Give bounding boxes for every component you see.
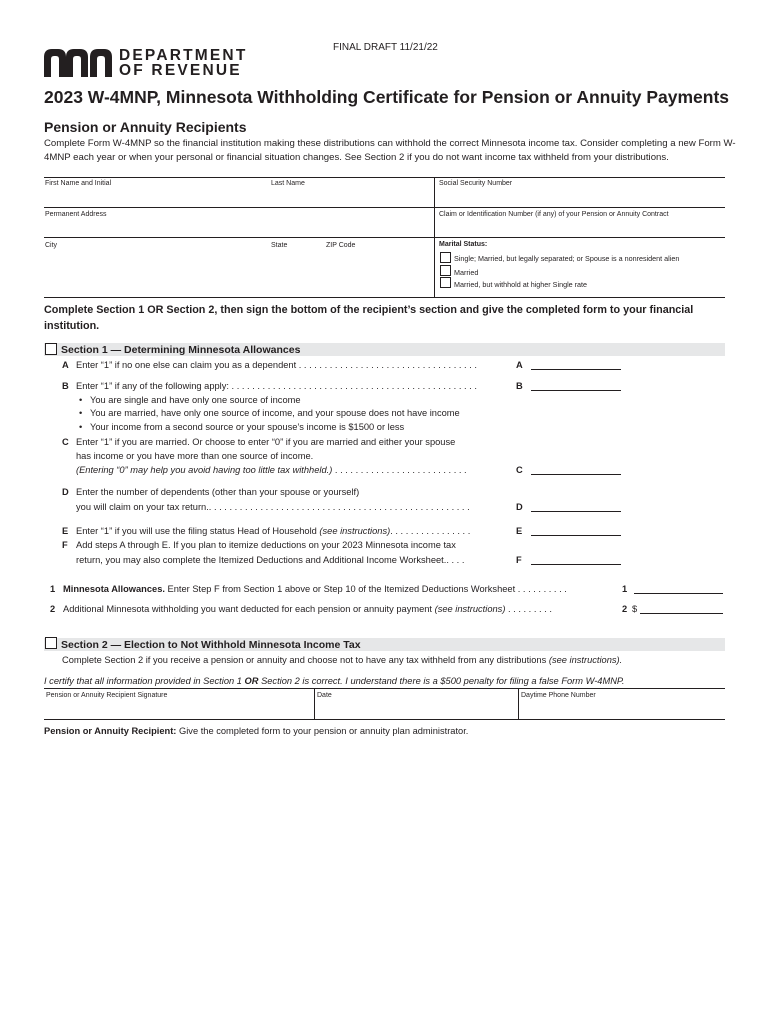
step-b-bullet-1: You are single and have only one source of income <box>90 395 301 405</box>
step-b-bullet-3: Your income from a second source or your spouse’s income is $1500 or less <box>90 422 405 432</box>
line1-text <box>63 584 567 594</box>
step-c-dots: . . . . . . . . . . . . . . . . . . . . . . . . . . <box>332 465 467 475</box>
footer-bold: Pension or Annuity Recipient: <box>44 726 177 736</box>
section2-title: Section 2 — Election to Not Withhold Minnesota Income Tax <box>61 639 361 651</box>
zip-field[interactable]: ZIP Code <box>326 242 356 249</box>
step-c-italic-note: (Entering “0” may help you avoid having too little tax withheld.) <box>76 465 333 475</box>
step-d-letter: D <box>62 487 69 497</box>
step-b-letter: B <box>62 381 69 391</box>
address-field[interactable]: Permanent Address <box>45 211 107 218</box>
last-name-field[interactable]: Last Name <box>271 180 305 187</box>
step-d-end-letter: D <box>516 502 523 512</box>
step-b-text: Enter “1” if any of the following apply: . . . . . . . . . . . . . . . . . . . . . . . . . . . . . . . . . . . . . . . . . . . . . . . . <box>76 381 477 391</box>
marital-married-checkbox[interactable] <box>440 265 451 276</box>
line2-text <box>63 604 552 614</box>
logo-line-department: DEPARTMENT <box>119 47 248 64</box>
line1-answer-line[interactable] <box>634 593 723 594</box>
step-e-dots: . . . . . . . . . . . . . . . . <box>390 526 471 536</box>
step-e-main: Enter “1” if you will use the filing status Head of Household <box>76 526 317 536</box>
signature-divider <box>518 688 519 719</box>
form-top-border <box>44 177 725 178</box>
signature-divider <box>314 688 315 719</box>
footer-text: Give the completed form to your pension or annuity plan administrator. <box>179 726 469 736</box>
step-e-letter: E <box>62 526 69 536</box>
section1-title: Section 1 — Determining Minnesota Allowances <box>61 344 301 356</box>
step-e-text <box>76 526 470 536</box>
line2-dollar-sign: $ <box>632 604 638 614</box>
step-b-end-letter: B <box>516 381 523 391</box>
marital-status-label: Marital Status: <box>439 241 488 248</box>
ssn-field[interactable]: Social Security Number <box>439 180 513 187</box>
phone-field[interactable]: Daytime Phone Number <box>521 692 596 699</box>
state-field[interactable]: State <box>271 242 288 249</box>
line2-number: 2 <box>50 604 56 614</box>
line1-number: 1 <box>50 584 56 594</box>
certify-part2: Section 2 is correct. I understand there is a $500 penalty for filing a false Form W-4MNP. <box>261 676 625 686</box>
logo-line-revenue: OF REVENUE <box>119 62 242 79</box>
step-a-end-letter: A <box>516 360 523 370</box>
department-of-revenue-logo <box>44 47 248 79</box>
marital-married-single-rate-label: Married, but withhold at higher Single rate <box>454 280 588 289</box>
step-f-letter: F <box>62 540 68 550</box>
step-f-answer-line[interactable] <box>531 564 621 565</box>
date-field[interactable]: Date <box>317 692 332 699</box>
certify-part1: I certify that all information provided in Section 1 <box>44 676 242 686</box>
form-title: 2023 W-4MNP, Minnesota Withholding Certificate for Pension or Annuity Payments <box>44 87 730 107</box>
line1-bold: Minnesota Allowances. <box>63 584 165 594</box>
certification-statement <box>44 676 625 686</box>
step-c-end-letter: C <box>516 465 523 475</box>
form-row-divider <box>44 207 725 208</box>
form-bottom-border <box>44 297 725 298</box>
step-a-answer-line[interactable] <box>531 369 621 370</box>
marital-single-checkbox[interactable] <box>440 252 451 263</box>
certify-or: OR <box>244 676 259 686</box>
bullet-icon: • <box>79 395 83 405</box>
step-b-answer-line[interactable] <box>531 390 621 391</box>
step-e-answer-line[interactable] <box>531 535 621 536</box>
footer-note <box>44 726 468 736</box>
step-c-letter: C <box>62 437 69 447</box>
first-name-field[interactable]: First Name and Initial <box>45 180 112 187</box>
section-subheading: Pension or Annuity Recipients <box>44 119 247 135</box>
intro-paragraph: Complete Form W-4MNP so the financial institution making these distributions can withhold the correct Minnesota income tax. Consider completing a new Form W-4MNP each year or when your personal or financial situation changes. See Section 2 if you do not want income tax withheld from your distributions. <box>44 138 736 163</box>
signature-field[interactable]: Pension or Annuity Recipient Signature <box>46 692 168 699</box>
step-e-end-letter: E <box>516 526 523 536</box>
step-a-letter: A <box>62 360 69 370</box>
line2-desc: Additional Minnesota withholding you want deducted for each pension or annuity payment <box>63 604 433 614</box>
step-f-text-1: Add steps A through E. If you plan to itemize deductions on your 2023 Minnesota income tax <box>76 540 456 550</box>
section2-italic: (see instructions). <box>548 655 623 665</box>
line1-desc: Enter Step F from Section 1 above or Step 10 of the Itemized Deductions Worksheet . . . . . . . . . . <box>167 584 567 594</box>
line2-dots: . . . . . . . . . <box>508 604 552 614</box>
line1-end-number: 1 <box>622 584 628 594</box>
line2-end-number: 2 <box>622 604 628 614</box>
step-c-text-2: has income or you have more than one source of income. <box>76 451 314 461</box>
line2-answer-line[interactable] <box>640 613 723 614</box>
bullet-icon: • <box>79 422 83 432</box>
line2-italic: (see instructions) <box>434 604 506 614</box>
section2-text <box>62 655 622 665</box>
marital-married-single-rate-checkbox[interactable] <box>440 277 451 288</box>
claim-number-field[interactable]: Claim or Identification Number (if any) of your Pension or Annuity Contract <box>439 211 669 218</box>
step-d-text-1: Enter the number of dependents (other than your spouse or yourself) <box>76 487 360 497</box>
step-c-text-1: Enter “1” if you are married. Or choose to enter “0” if you are married and either your spouse <box>76 437 456 447</box>
draft-label: FINAL DRAFT 11/21/22 <box>333 42 438 53</box>
section2-desc: Complete Section 2 if you receive a pension or annuity and choose not to have any tax withheld from any distributions <box>62 655 547 665</box>
signature-bottom-border <box>44 719 725 720</box>
step-f-end-letter: F <box>516 555 522 565</box>
step-a-text: Enter “1” if no one else can claim you as a dependent . . . . . . . . . . . . . . . . . . . . . . . . . . . . . . . . . . . <box>76 360 477 370</box>
marital-married-label: Married <box>454 268 479 277</box>
step-d-text-2: you will claim on your tax return.. . . . . . . . . . . . . . . . . . . . . . . . . . . . . . . . . . . . . . . . . . . . . . . . . . . <box>76 502 470 512</box>
section-instruction: Complete Section 1 OR Section 2, then sign the bottom of the recipient’s section and give the completed form to your financial institution. <box>44 304 694 332</box>
step-c-answer-line[interactable] <box>531 474 621 475</box>
marital-single-label: Single; Married, but legally separated; or Spouse is a nonresident alien <box>454 254 680 263</box>
section1-checkbox[interactable] <box>45 343 57 355</box>
bullet-icon: • <box>79 408 83 418</box>
step-f-text-2: return, you may also complete the Itemized Deductions and Additional Income Worksheet.. . . . <box>76 555 465 565</box>
city-field[interactable]: City <box>45 242 58 249</box>
step-d-answer-line[interactable] <box>531 511 621 512</box>
step-e-italic: (see instructions) <box>319 526 391 536</box>
step-b-bullet-2: You are married, have only one source of income, and your spouse does not have income <box>90 408 460 418</box>
signature-top-border <box>44 688 725 689</box>
minnesota-mn-logo-icon <box>44 49 114 77</box>
step-c-text-3 <box>76 465 467 475</box>
section2-checkbox[interactable] <box>45 637 57 649</box>
form-row-divider <box>44 237 725 238</box>
